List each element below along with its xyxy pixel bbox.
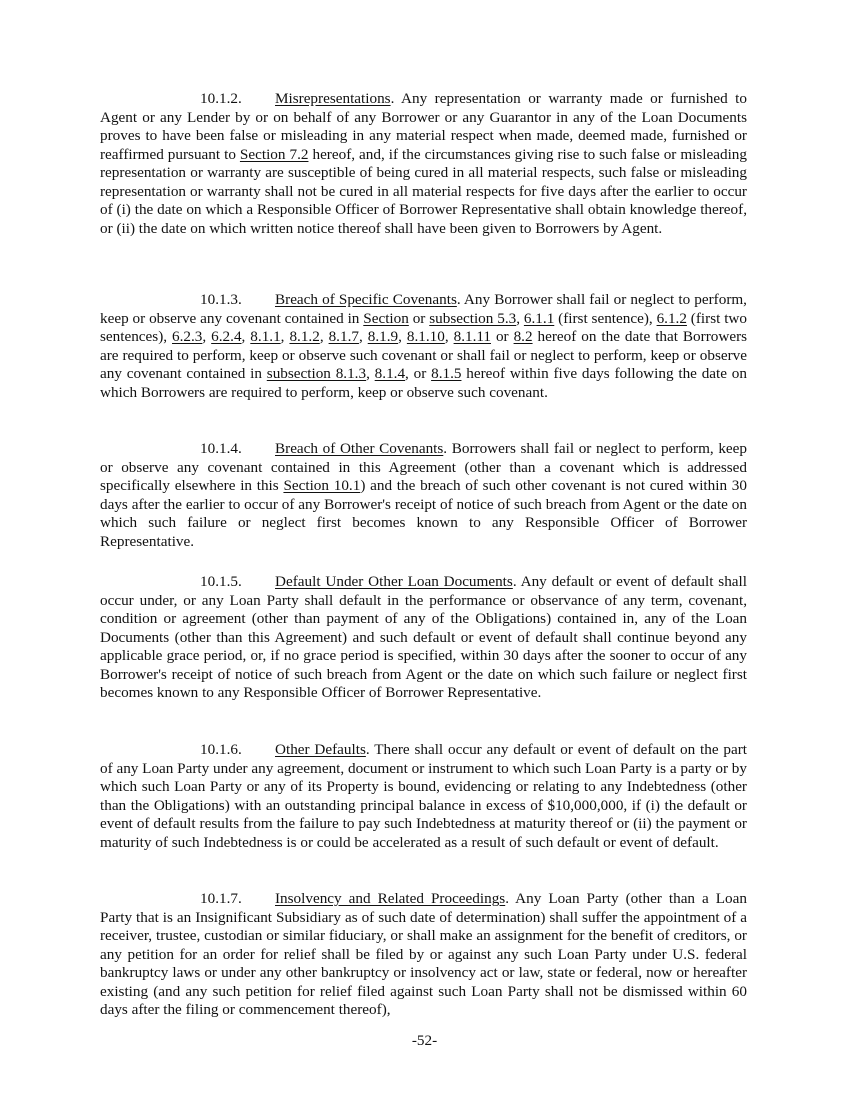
section-number: 10.1.7. — [200, 890, 242, 907]
section-10-1-2 — [100, 90, 747, 238]
cross-reference: 6.2.3 — [172, 328, 203, 345]
section-body: . Any representation or warranty made or furnished to Agent or any Lender by or on behalf of any Borrower or any Guarantor in any of the Loan Documents proves to have been false or misleading in any material respect when made, deemed made, furnished or reaffirmed pursuant to Section 7.2 hereof, and, if the circumstances giving rise to such false or misleading representation or warranty are susceptible of being cured in all material respects, such false or misleading representation or warranty shall not be cured in all material respects for five days after the earlier to occur of (i) the date on which a Responsible Officer of Borrower Representative shall obtain knowledge thereof, or (ii) the date on which written notice thereof shall have been given to Borrowers by Agent. — [100, 90, 747, 237]
section-heading: Default Under Other Loan Documents — [275, 573, 513, 590]
section-10-1-5 — [100, 573, 747, 703]
cross-reference: 8.1.4 — [374, 365, 406, 382]
cross-reference: 6.2.4 — [211, 328, 242, 345]
section-body: . There shall occur any default or event of default on the part of any Loan Party under any agreement, document or instrument to which such Loan Party is a party or by which such Loan Party or any of its Property is bound, evidencing or relating to any Indebtedness (other than the Obligations) with an outstanding principal balance in excess of $10,000,000, if (i) the default or event of default results from the failure to pay such Indebtedness at maturity thereof or (ii) the payment or maturity of such Indebtedness is or could be accelerated as a result of such default or event of default. — [100, 741, 748, 851]
cross-reference: 6.1.1 — [523, 309, 555, 327]
cross-reference: Section 10.1 — [283, 477, 361, 494]
section-body: . Any default or event of default shall occur under, or any Loan Party shall default in the performance or observance of any term, covenant, condition or agreement (other than payment of any of the Obligations) contained in, any of the Loan Documents (other than this Agreement) and such default or event of default shall continue beyond any applicable grace period, or, if no grace period is specified, within 30 days after the sooner to occur of any Borrower's receipt of notice of such breach from Agent or the date on which such failure or neglect first becomes known to any Responsible Officer of Borrower Representative. — [100, 573, 747, 701]
section-number: 10.1.4. — [200, 440, 242, 457]
section-10-1-3 — [100, 291, 747, 402]
cross-reference: 8.1.2 — [289, 328, 320, 345]
section-body: . Any Loan Party (other than a Loan Party that is an Insignificant Subsidiary as of such date of determination) shall suffer the appointment of a receiver, trustee, custodian or similar fiduciary, or shall make an assignment for the benefit of creditors, or any petition for an order for relief shall be filed by or against any such Loan Party under U.S. federal bankruptcy laws or under any other bankruptcy or insolvency act or law, state or federal, now or hereafter existing (and any such petition for relief filed against such Loan Party shall not be dismissed within 60 days after the filing or commencement thereof), — [100, 890, 747, 1018]
page-number: -52- — [411, 1032, 438, 1049]
section-body: . Any Borrower shall fail or neglect to perform, keep or observe any covenant contained in Section or subsection 5.3, 6.1.1 (first sentence), 6.1.2 (first two sentences), 6.2.3, 6.2.4, 8.1.1, 8.1.2, 8.1.7, 8.1.9, 8.1.10, 8.1.11 or 8.2 hereof on the date that Borrowers are required to perform, keep or observe such covenant or shall fail or neglect to perform, keep or observe any covenant contained in subsection 8.1.3, 8.1.4, or 8.1.5 hereof within five days following the date on which Borrowers are required to perform, keep or observe such covenant. — [100, 291, 748, 401]
section-heading: Other Defaults — [275, 741, 366, 758]
section-heading: Insolvency and Related Proceedings — [275, 890, 506, 907]
cross-reference: 8.1.11 — [453, 328, 491, 345]
section-number: 10.1.2. — [200, 90, 242, 107]
cross-reference: Section 7.2 — [239, 145, 309, 163]
section-body: . Borrowers shall fail or neglect to perform, keep or observe any covenant contained in this Agreement (other than a covenant which is addressed specifically elsewhere in this Section 10.1) and the breach of such other covenant is not cured within 30 days after the earlier to occur of any Borrower's receipt of notice of such breach from Agent or the date on which such failure or neglect first becomes known to any Responsible Officer of Borrower Representative. — [100, 440, 747, 550]
cross-reference: 8.1.7 — [328, 328, 359, 345]
cross-reference: 6.1.2 — [656, 309, 687, 327]
section-number: 10.1.5. — [200, 573, 242, 590]
section-10-1-6 — [100, 741, 747, 852]
cross-reference: 8.1.10 — [406, 328, 445, 345]
section-heading: Breach of Specific Covenants — [275, 291, 457, 308]
section-heading: Misrepresentations — [275, 90, 391, 107]
cross-reference: 8.1.1 — [250, 328, 281, 345]
cross-reference: Section — [363, 309, 409, 327]
section-10-1-7 — [100, 890, 747, 1020]
cross-reference: 8.1.9 — [367, 328, 399, 345]
section-10-1-4 — [100, 440, 747, 551]
cross-reference: subsection 5.3 — [429, 309, 517, 327]
section-number: 10.1.3. — [200, 291, 242, 308]
section-heading: Breach of Other Covenants — [275, 440, 444, 457]
cross-reference: subsection 8.1.3 — [266, 365, 367, 382]
section-number: 10.1.6. — [200, 741, 242, 758]
cross-reference: 8.1.5 — [431, 365, 462, 382]
cross-reference: 8.2 — [513, 328, 533, 345]
